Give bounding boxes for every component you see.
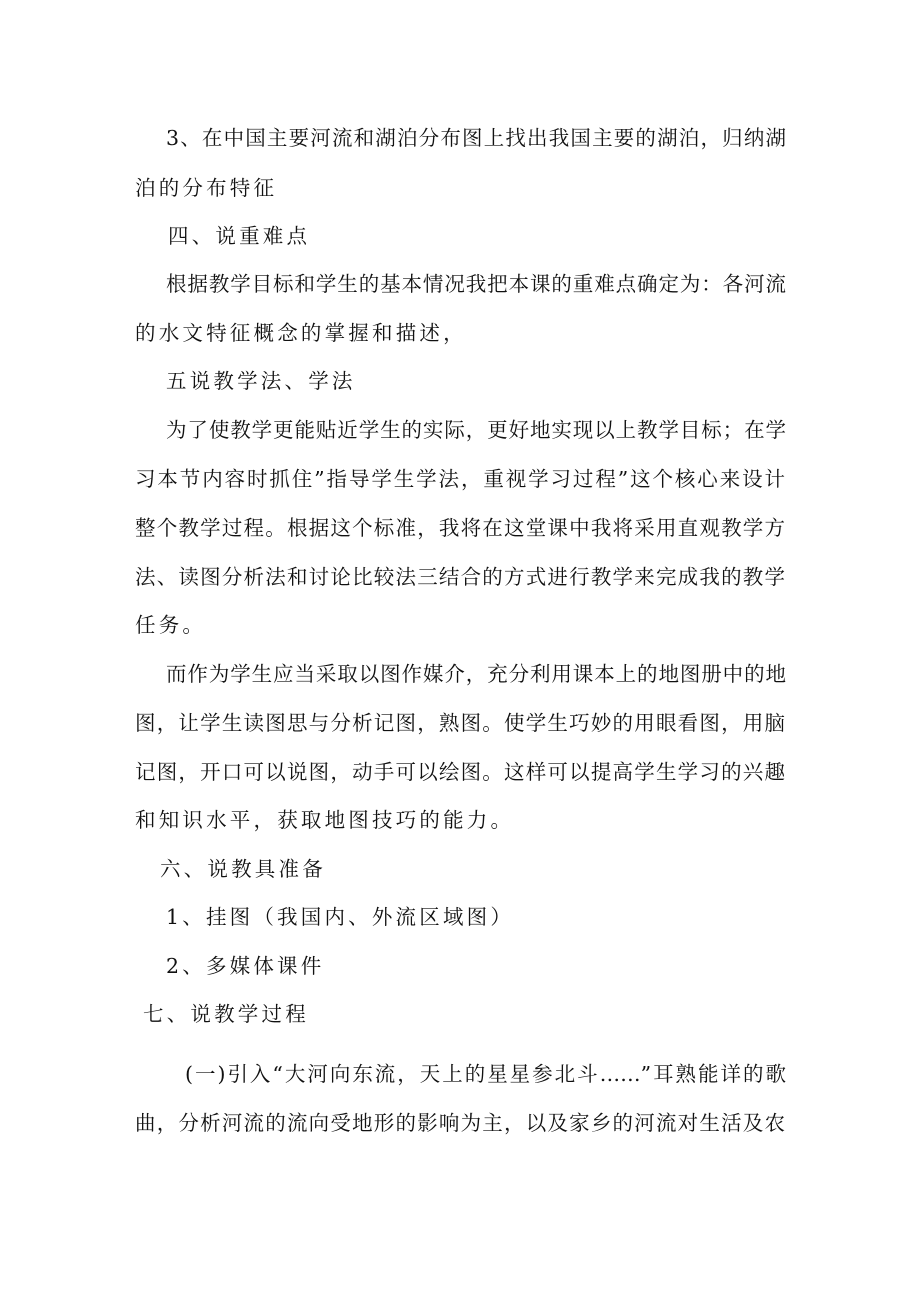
list-item-1: 1、挂图（我国内、外流区域图） xyxy=(166,905,515,929)
paragraph-line: 图，让学生读图思与分析记图，熟图。使学生巧妙的用眼看图，用脑 xyxy=(135,711,785,735)
paragraph-line: 而作为学生应当采取以图作媒介，充分利用课本上的地图册中的地 xyxy=(166,662,786,686)
paragraph-line: (一)引入“大河向东流，天上的星星参北斗……”耳熟能详的歌 xyxy=(185,1062,786,1086)
paragraph-line: 整个教学过程。根据这个标准，我将在这堂课中我将采用直观教学方 xyxy=(135,516,785,540)
section-heading-7: 七、说教学过程 xyxy=(143,1002,309,1026)
paragraph-line: 和知识水平，获取地图技巧的能力。 xyxy=(135,808,515,832)
list-item-3: 3、在中国主要河流和湖泊分布图上找出我国主要的湖泊，归纳湖 xyxy=(166,126,786,150)
paragraph-line: 曲，分析河流的流向受地形的影响为主，以及家乡的河流对生活及农 xyxy=(135,1111,785,1135)
section-heading-5: 五说教学法、学法 xyxy=(166,369,356,393)
paragraph-line: 的水文特征概念的掌握和描述， xyxy=(135,321,467,345)
paragraph-line: 法、读图分析法和讨论比较法三结合的方式进行教学来完成我的教学 xyxy=(135,565,785,589)
list-item-2: 2、多媒体课件 xyxy=(166,954,325,978)
paragraph-line: 记图，开口可以说图，动手可以绘图。这样可以提高学生学习的兴趣 xyxy=(135,760,785,784)
section-heading-4: 四、说重难点 xyxy=(168,224,311,248)
paragraph-line: 任务。 xyxy=(135,613,207,637)
list-item-3-cont: 泊的分布特征 xyxy=(135,176,278,200)
paragraph-line: 为了使教学更能贴近学生的实际，更好地实现以上教学目标；在学 xyxy=(166,418,786,442)
paragraph-line: 习本节内容时抓住”指导学生学法，重视学习过程”这个核心来设计 xyxy=(135,467,785,491)
section-heading-6: 六、说教具准备 xyxy=(160,857,326,881)
paragraph-line: 根据教学目标和学生的基本情况我把本课的重难点确定为：各河流 xyxy=(166,272,786,296)
